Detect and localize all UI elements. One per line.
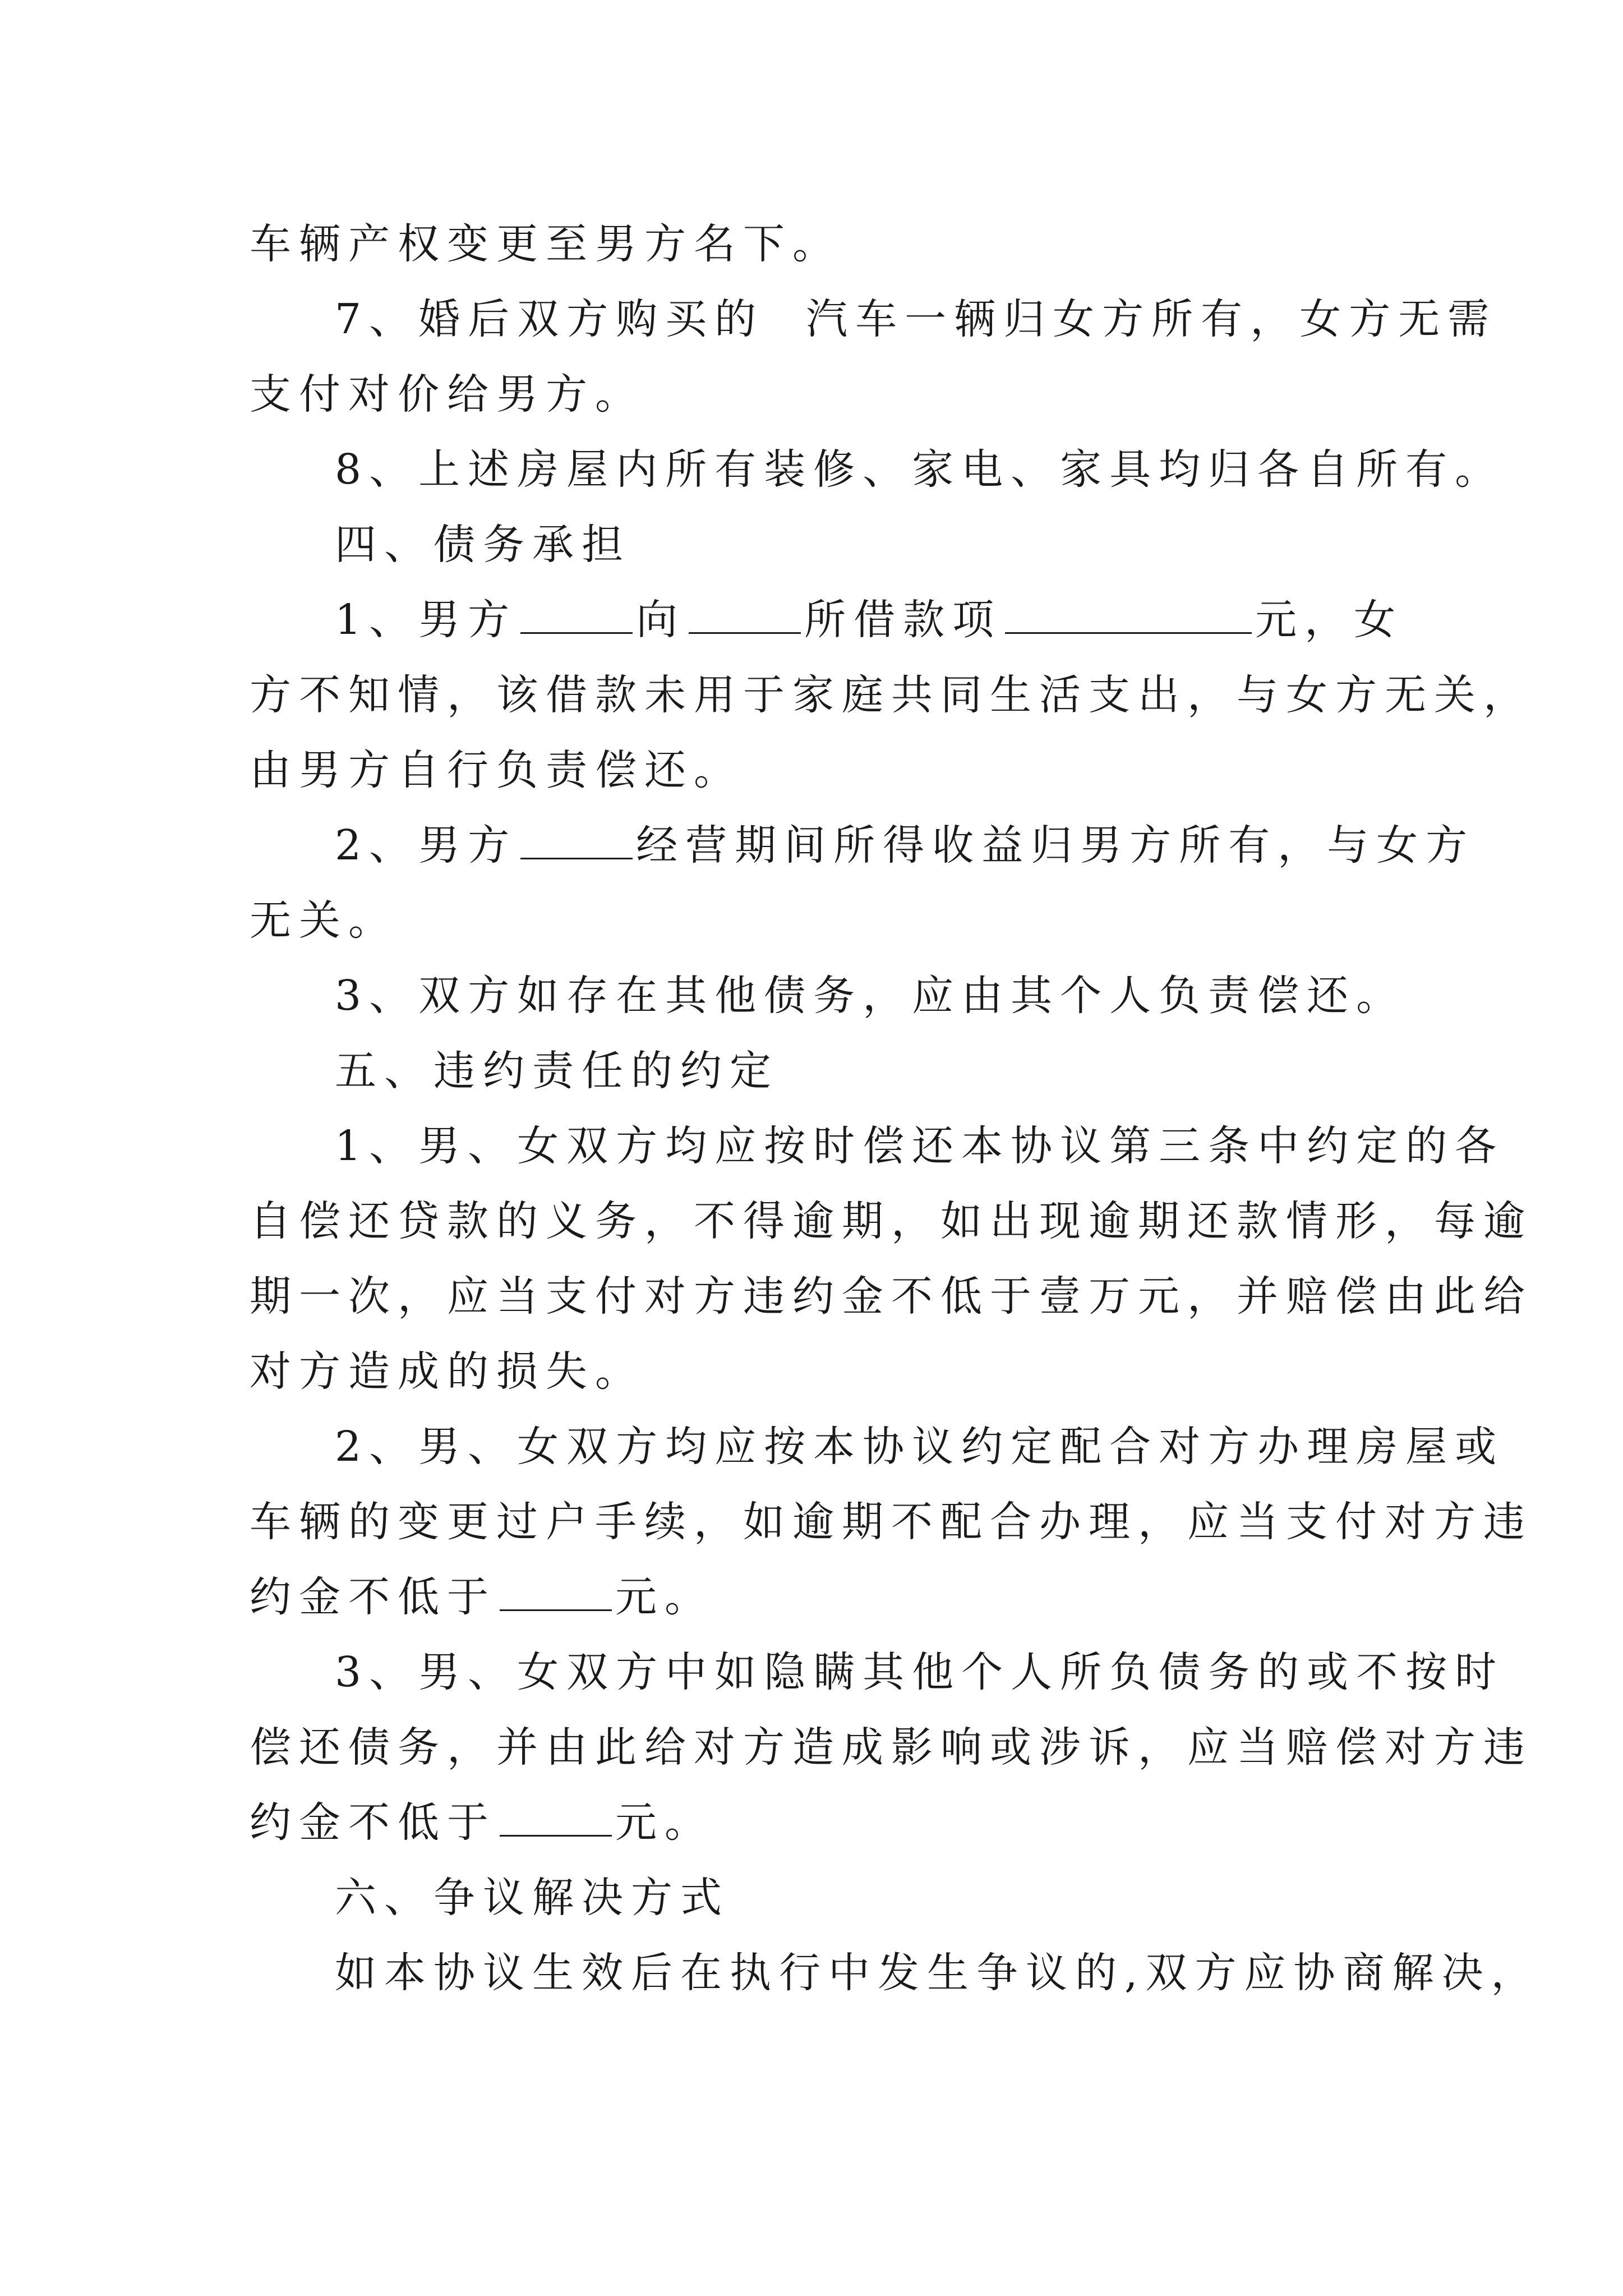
- blank-field: [500, 1573, 612, 1611]
- text-line: 3、男、女双方中如隐瞒其他个人所负债务的或不按时: [335, 1648, 1505, 1696]
- text-line: 如本协议生效后在执行中发生争议的,双方应协商解决，: [335, 1949, 1541, 1997]
- text-line: 自偿还贷款的义务，不得逾期，如出现逾期还款情形，每逾: [250, 1197, 1533, 1245]
- section-heading: 五、违约责任的约定: [335, 1047, 779, 1095]
- text-line: 2、男、女双方均应按本协议约定配合对方办理房屋或: [335, 1423, 1505, 1471]
- text-line: 对方造成的损失。: [250, 1347, 644, 1396]
- text-fragment: 所借款项: [804, 596, 1002, 644]
- text-line: 由男方自行负责偿还。: [250, 746, 743, 794]
- text-fragment: 1、男方: [335, 596, 518, 644]
- penalty-line-b: [250, 1792, 714, 1853]
- text-line: 支付对价给男方。: [250, 370, 644, 418]
- penalty-line-a: [250, 1566, 714, 1628]
- section-heading: 四、债务承担: [335, 521, 631, 569]
- section-heading: 六、争议解决方式: [335, 1874, 730, 1922]
- text-line: 8、上述房屋内所有装修、家电、家具均归各自所有。: [335, 445, 1505, 494]
- text-fragment: 元。: [615, 1798, 714, 1847]
- text-line: 车辆的变更过户手续，如逾期不配合办理，应当支付对方违: [250, 1498, 1533, 1546]
- text-fragment: 元。: [615, 1573, 714, 1621]
- blank-field: [1005, 596, 1252, 634]
- text-fragment: 元，女: [1255, 596, 1404, 644]
- text-line: 偿还债务，并由此给对方造成影响或涉诉，应当赔偿对方违: [250, 1723, 1533, 1772]
- blank-field: [500, 1799, 612, 1837]
- text-line: 方不知情，该借款未用于家庭共同生活支出，与女方无关，: [250, 671, 1533, 719]
- blank-field: [520, 822, 633, 859]
- text-line: 车辆产权变更至男方名下。: [250, 220, 842, 268]
- text-line: 1、男、女双方均应按时偿还本协议第三条中约定的各: [335, 1122, 1505, 1170]
- text-line: 3、双方如存在其他债务，应由其个人负责偿还。: [335, 972, 1406, 1020]
- text-fragment: 向: [636, 596, 686, 644]
- text-line: 期一次，应当支付对方违约金不低于壹万元，并赔偿由此给: [250, 1272, 1533, 1320]
- text-fragment: 2、男方: [335, 821, 518, 869]
- text-line: 7、婚后双方购买的 汽车一辆归女方所有，女方无需: [335, 295, 1497, 343]
- text-fragment: 约金不低于: [250, 1573, 496, 1621]
- blank-field: [520, 596, 633, 634]
- debt-clause-1: [335, 589, 1403, 651]
- blank-field: [689, 596, 801, 634]
- debt-clause-2: [335, 815, 1475, 876]
- text-fragment: 经营期间所得收益归男方所有，与女方: [636, 821, 1476, 869]
- text-line: 无关。: [250, 896, 398, 945]
- text-fragment: 约金不低于: [250, 1798, 496, 1847]
